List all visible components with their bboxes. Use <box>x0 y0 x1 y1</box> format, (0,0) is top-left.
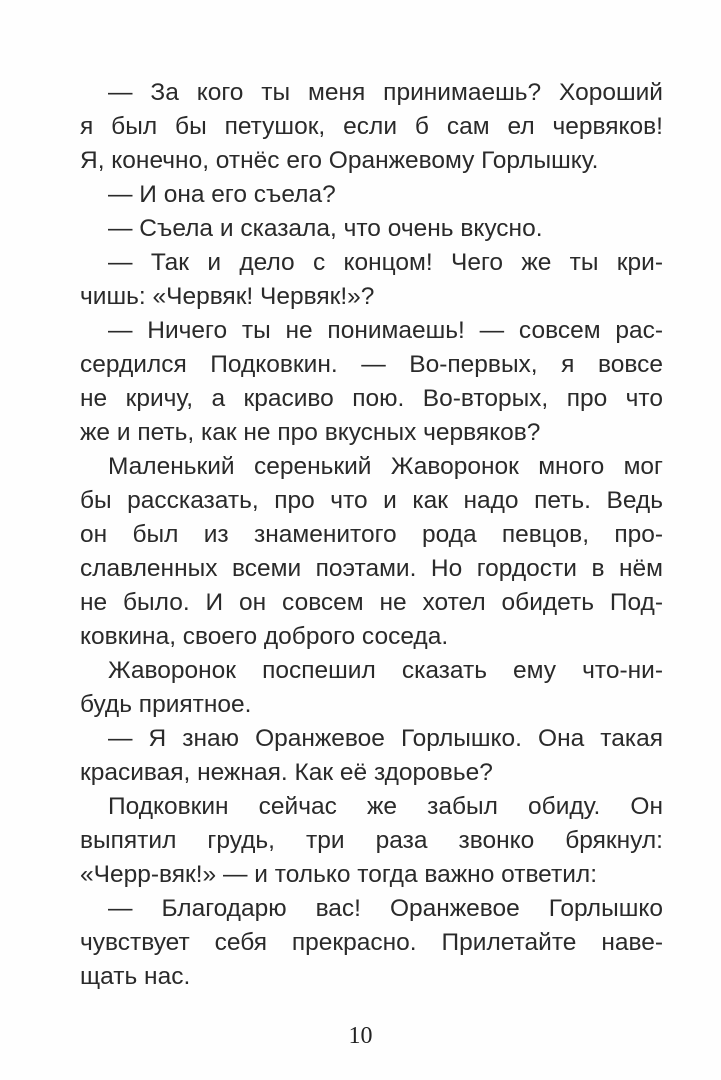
text-line: он был из знаменитого рода певцов, про- <box>80 521 663 548</box>
paragraph <box>80 450 663 654</box>
text-line: Маленький серенький Жаворонок много мог <box>108 453 663 480</box>
text-line: — Съела и сказала, что очень вкусно. <box>108 215 543 242</box>
text-line: — И она его съела? <box>108 181 336 208</box>
text-line: — Благодарю вас! Оранжевое Горлышко <box>108 895 663 922</box>
text-line: выпятил грудь, три раза звонко брякнул: <box>80 827 663 854</box>
text-line: славленных всеми поэтами. Но гордости в нём <box>80 555 663 582</box>
paragraph <box>80 178 663 212</box>
paragraph <box>80 790 663 892</box>
text-line: не было. И он совсем не хотел обидеть Под- <box>80 589 663 616</box>
paragraph <box>80 212 663 246</box>
text-line: Я, конечно, отнёс его Оранжевому Горлышку. <box>80 147 599 174</box>
text-line: Подковкин сейчас же забыл обиду. Он <box>108 793 663 820</box>
text-line: — Ничего ты не понимаешь! — совсем рас- <box>108 317 663 344</box>
text-line: «Черр-вяк!» — и только тогда важно ответил: <box>80 861 598 888</box>
page-number: 10 <box>348 1023 373 1049</box>
text-line: красивая, нежная. Как её здоровье? <box>80 759 493 786</box>
text-line: ковкина, своего доброго соседа. <box>80 623 449 650</box>
text-line: не кричу, а красиво пою. Во-вторых, про что <box>80 385 663 412</box>
paragraph <box>80 892 663 994</box>
paragraph <box>80 314 663 450</box>
text-line: будь приятное. <box>80 691 252 718</box>
paragraph <box>80 654 663 722</box>
paragraph <box>80 722 663 790</box>
text-line: — За кого ты меня принимаешь? Хороший <box>108 79 663 106</box>
text-line: чувствует себя прекрасно. Прилетайте наве- <box>80 929 663 956</box>
text-line: — Я знаю Оранжевое Горлышко. Она такая <box>108 725 663 752</box>
paragraph <box>80 246 663 314</box>
text-line: я был бы петушок, если б сам ел червяков! <box>80 113 663 140</box>
body-text <box>80 76 663 994</box>
text-line: же и петь, как не про вкусных червяков? <box>80 419 541 446</box>
text-line: чишь: «Червяк! Червяк!»? <box>80 283 375 310</box>
text-line: — Так и дело с концом! Чего же ты кри- <box>108 249 663 276</box>
text-line: Жаворонок поспешил сказать ему что-ни- <box>108 657 663 684</box>
text-line: сердился Подковкин. — Во-первых, я вовсе <box>80 351 663 378</box>
paragraph <box>80 76 663 178</box>
text-line: бы рассказать, про что и как надо петь. Ведь <box>80 487 663 514</box>
text-line: щать нас. <box>80 963 191 990</box>
